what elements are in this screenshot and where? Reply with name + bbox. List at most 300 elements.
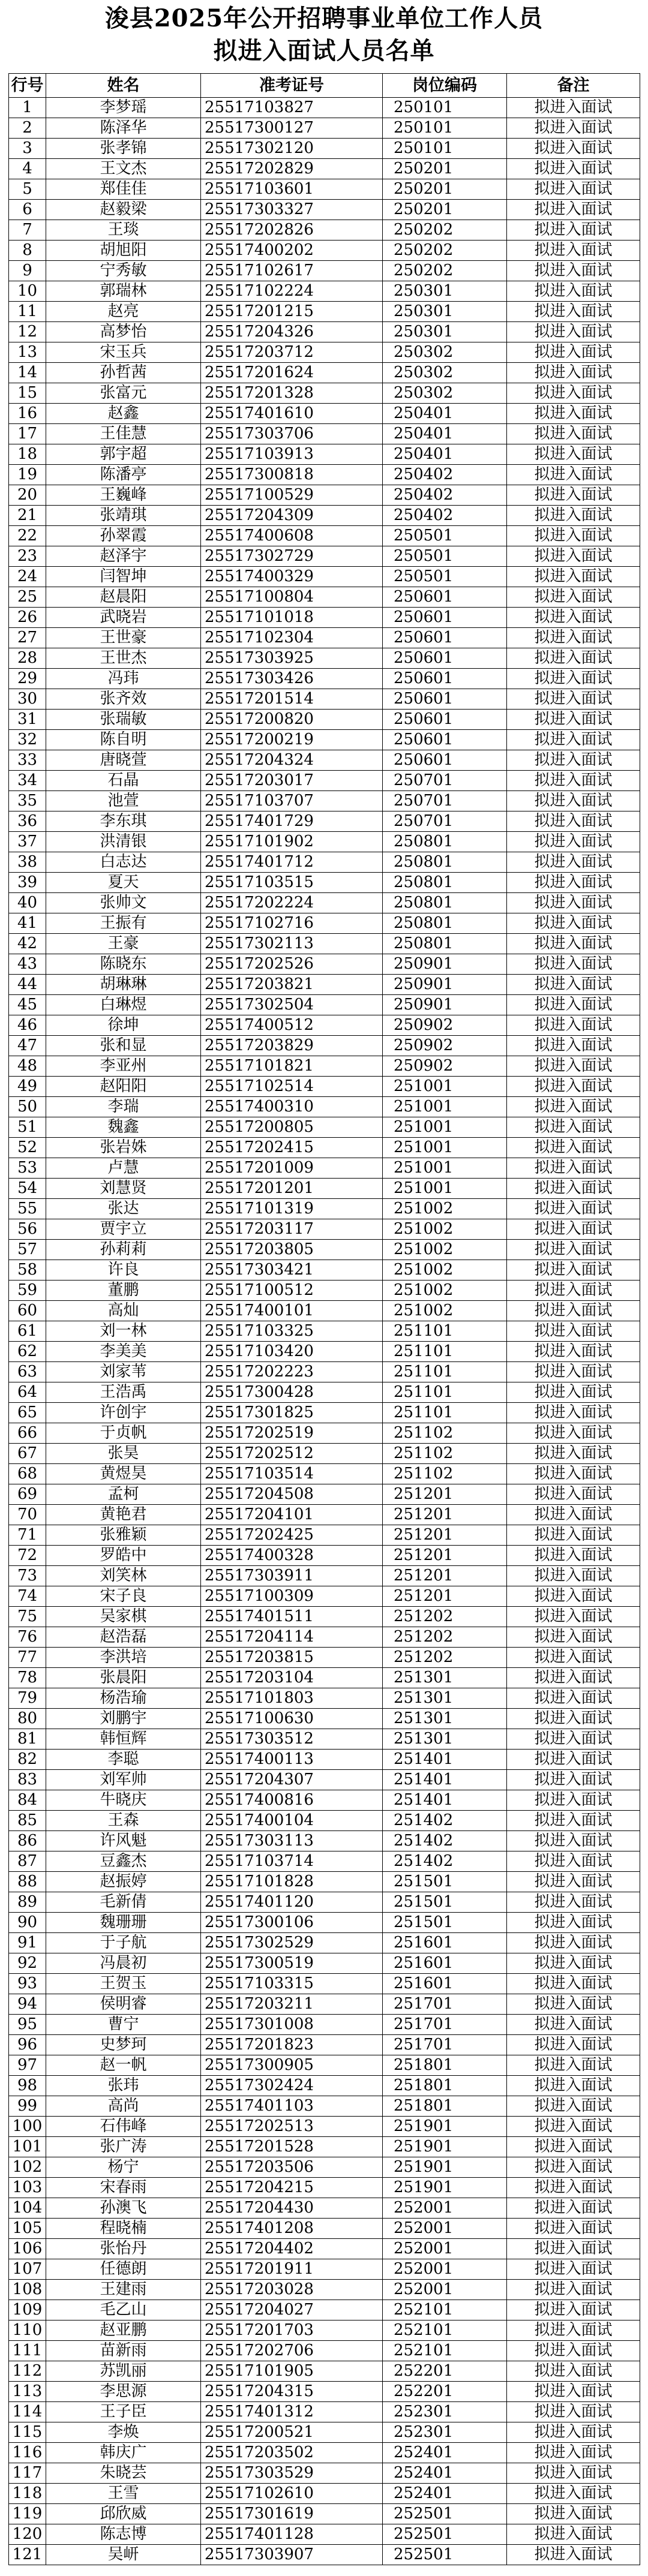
table-row bbox=[9, 2300, 640, 2320]
exam-number-cell: 25517100630 bbox=[201, 1709, 383, 1729]
name-cell: 王建雨 bbox=[46, 2280, 201, 2300]
exam-number-cell: 25517101803 bbox=[201, 1688, 383, 1709]
post-code-cell: 250201 bbox=[383, 200, 507, 220]
name-cell: 张广涛 bbox=[46, 2137, 201, 2157]
remark-cell: 拟进入面试 bbox=[507, 1117, 640, 1138]
exam-number-cell: 25517400310 bbox=[201, 1097, 383, 1117]
row-number-cell: 93 bbox=[9, 1974, 46, 1994]
exam-number-cell: 25517203502 bbox=[201, 2443, 383, 2463]
row-number-cell: 55 bbox=[9, 1199, 46, 1219]
row-number-cell: 46 bbox=[9, 1015, 46, 1036]
table-row bbox=[9, 2382, 640, 2402]
name-cell: 魏珊珊 bbox=[46, 1913, 201, 1933]
remark-cell: 拟进入面试 bbox=[507, 975, 640, 995]
table-row bbox=[9, 444, 640, 465]
name-cell: 陈晓东 bbox=[46, 954, 201, 975]
remark-cell: 拟进入面试 bbox=[507, 1219, 640, 1240]
name-cell: 许风魁 bbox=[46, 1831, 201, 1851]
remark-cell: 拟进入面试 bbox=[507, 485, 640, 506]
post-code-cell: 250801 bbox=[383, 934, 507, 954]
table-row bbox=[9, 1015, 640, 1036]
name-cell: 于贞帆 bbox=[46, 1423, 201, 1444]
post-code-cell: 251001 bbox=[383, 1097, 507, 1117]
exam-number-cell: 25517302113 bbox=[201, 934, 383, 954]
name-cell: 赵阳阳 bbox=[46, 1077, 201, 1097]
table-row bbox=[9, 1831, 640, 1851]
post-code-cell: 250902 bbox=[383, 1036, 507, 1056]
remark-cell: 拟进入面试 bbox=[507, 730, 640, 750]
name-cell: 吴家棋 bbox=[46, 1607, 201, 1627]
table-row bbox=[9, 2076, 640, 2096]
table-row bbox=[9, 1607, 640, 1627]
row-number-cell: 114 bbox=[9, 2402, 46, 2422]
row-number-cell: 4 bbox=[9, 159, 46, 179]
post-code-cell: 251601 bbox=[383, 1933, 507, 1953]
table-row bbox=[9, 1790, 640, 1811]
post-code-cell: 250601 bbox=[383, 648, 507, 669]
post-code-cell: 250601 bbox=[383, 628, 507, 648]
row-number-cell: 77 bbox=[9, 1648, 46, 1668]
remark-cell: 拟进入面试 bbox=[507, 2361, 640, 2382]
remark-cell: 拟进入面试 bbox=[507, 1872, 640, 1892]
name-cell: 李洪培 bbox=[46, 1648, 201, 1668]
name-cell: 王贺玉 bbox=[46, 1974, 201, 1994]
row-number-cell: 13 bbox=[9, 342, 46, 363]
remark-cell: 拟进入面试 bbox=[507, 1505, 640, 1525]
name-cell: 李瑞 bbox=[46, 1097, 201, 1117]
post-code-cell: 250901 bbox=[383, 995, 507, 1015]
name-cell: 李美美 bbox=[46, 1342, 201, 1362]
row-number-cell: 91 bbox=[9, 1933, 46, 1953]
remark-cell: 拟进入面试 bbox=[507, 118, 640, 139]
exam-number-cell: 25517203104 bbox=[201, 1668, 383, 1688]
post-code-cell: 250301 bbox=[383, 322, 507, 342]
exam-number-cell: 25517100804 bbox=[201, 587, 383, 608]
name-cell: 于子航 bbox=[46, 1933, 201, 1953]
header-remark: 备注 bbox=[507, 74, 640, 98]
row-number-cell: 43 bbox=[9, 954, 46, 975]
post-code-cell: 252201 bbox=[383, 2361, 507, 2382]
table-row bbox=[9, 1851, 640, 1872]
remark-cell: 拟进入面试 bbox=[507, 2402, 640, 2422]
post-code-cell: 251901 bbox=[383, 2178, 507, 2198]
remark-cell: 拟进入面试 bbox=[507, 811, 640, 832]
remark-cell: 拟进入面试 bbox=[507, 1770, 640, 1790]
row-number-cell: 1 bbox=[9, 98, 46, 118]
document-subtitle: 拟进入面试人员名单 bbox=[213, 37, 435, 65]
name-cell: 石伟峰 bbox=[46, 2117, 201, 2137]
exam-number-cell: 25517301825 bbox=[201, 1403, 383, 1423]
row-number-cell: 14 bbox=[9, 363, 46, 383]
post-code-cell: 250401 bbox=[383, 424, 507, 444]
remark-cell: 拟进入面试 bbox=[507, 342, 640, 363]
name-cell: 陈潘亭 bbox=[46, 465, 201, 485]
name-cell: 王豪 bbox=[46, 934, 201, 954]
remark-cell: 拟进入面试 bbox=[507, 2341, 640, 2361]
name-cell: 高尚 bbox=[46, 2096, 201, 2117]
exam-number-cell: 25517300106 bbox=[201, 1913, 383, 1933]
exam-number-cell: 25517302529 bbox=[201, 1933, 383, 1953]
table-row bbox=[9, 811, 640, 832]
remark-cell: 拟进入面试 bbox=[507, 2219, 640, 2239]
exam-number-cell: 25517202425 bbox=[201, 1525, 383, 1546]
remark-cell: 拟进入面试 bbox=[507, 241, 640, 261]
exam-number-cell: 25517203805 bbox=[201, 1240, 383, 1260]
exam-number-cell: 25517202224 bbox=[201, 893, 383, 913]
exam-number-cell: 25517204430 bbox=[201, 2198, 383, 2219]
table-row bbox=[9, 2015, 640, 2035]
name-cell: 宋子良 bbox=[46, 1586, 201, 1607]
row-number-cell: 41 bbox=[9, 913, 46, 934]
table-row bbox=[9, 1872, 640, 1892]
table-row bbox=[9, 2341, 640, 2361]
table-row bbox=[9, 98, 640, 118]
exam-number-cell: 25517401312 bbox=[201, 2402, 383, 2422]
row-number-cell: 67 bbox=[9, 1444, 46, 1464]
name-cell: 王琰 bbox=[46, 220, 201, 241]
remark-cell: 拟进入面试 bbox=[507, 2076, 640, 2096]
name-cell: 董鹏 bbox=[46, 1281, 201, 1301]
post-code-cell: 252101 bbox=[383, 2300, 507, 2320]
post-code-cell: 250601 bbox=[383, 710, 507, 730]
name-cell: 王森 bbox=[46, 1811, 201, 1831]
name-cell: 杨宁 bbox=[46, 2157, 201, 2178]
post-code-cell: 251001 bbox=[383, 1158, 507, 1179]
name-cell: 刘慧贤 bbox=[46, 1179, 201, 1199]
table-row bbox=[9, 2137, 640, 2157]
row-number-cell: 72 bbox=[9, 1546, 46, 1566]
table-row bbox=[9, 628, 640, 648]
table-row bbox=[9, 2280, 640, 2300]
name-cell: 张雅颖 bbox=[46, 1525, 201, 1546]
exam-number-cell: 25517400816 bbox=[201, 1790, 383, 1811]
table-row bbox=[9, 2545, 640, 2565]
row-number-cell: 61 bbox=[9, 1321, 46, 1342]
exam-number-cell: 25517303426 bbox=[201, 669, 383, 689]
post-code-cell: 252401 bbox=[383, 2443, 507, 2463]
name-cell: 孟柯 bbox=[46, 1484, 201, 1505]
exam-number-cell: 25517303327 bbox=[201, 200, 383, 220]
exam-number-cell: 25517204324 bbox=[201, 750, 383, 771]
row-number-cell: 107 bbox=[9, 2259, 46, 2280]
remark-cell: 拟进入面试 bbox=[507, 1607, 640, 1627]
table-row bbox=[9, 2361, 640, 2382]
exam-number-cell: 25517303925 bbox=[201, 648, 383, 669]
exam-number-cell: 25517102224 bbox=[201, 281, 383, 302]
table-row bbox=[9, 1423, 640, 1444]
remark-cell: 拟进入面试 bbox=[507, 1688, 640, 1709]
exam-number-cell: 25517401103 bbox=[201, 2096, 383, 2117]
name-cell: 冯玮 bbox=[46, 669, 201, 689]
post-code-cell: 252201 bbox=[383, 2382, 507, 2402]
remark-cell: 拟进入面试 bbox=[507, 1240, 640, 1260]
name-cell: 王雪 bbox=[46, 2484, 201, 2504]
remark-cell: 拟进入面试 bbox=[507, 1077, 640, 1097]
name-cell: 黄艳君 bbox=[46, 1505, 201, 1525]
row-number-cell: 92 bbox=[9, 1953, 46, 1974]
name-cell: 郑佳佳 bbox=[46, 179, 201, 200]
row-number-cell: 37 bbox=[9, 832, 46, 852]
exam-number-cell: 25517301619 bbox=[201, 2504, 383, 2524]
post-code-cell: 250402 bbox=[383, 485, 507, 506]
remark-cell: 拟进入面试 bbox=[507, 1179, 640, 1199]
post-code-cell: 251002 bbox=[383, 1199, 507, 1219]
remark-cell: 拟进入面试 bbox=[507, 2320, 640, 2341]
row-number-cell: 25 bbox=[9, 587, 46, 608]
name-cell: 韩恒辉 bbox=[46, 1729, 201, 1750]
name-cell: 王浩禹 bbox=[46, 1382, 201, 1403]
name-cell: 王巍峰 bbox=[46, 485, 201, 506]
post-code-cell: 250701 bbox=[383, 811, 507, 832]
remark-cell: 拟进入面试 bbox=[507, 424, 640, 444]
post-code-cell: 250401 bbox=[383, 404, 507, 424]
table-row bbox=[9, 648, 640, 669]
table-row bbox=[9, 546, 640, 567]
exam-number-cell: 25517203028 bbox=[201, 2280, 383, 2300]
row-number-cell: 2 bbox=[9, 118, 46, 139]
table-row bbox=[9, 2035, 640, 2055]
row-number-cell: 116 bbox=[9, 2443, 46, 2463]
name-cell: 孙哲茜 bbox=[46, 363, 201, 383]
remark-cell: 拟进入面试 bbox=[507, 465, 640, 485]
name-cell: 高梦怡 bbox=[46, 322, 201, 342]
name-cell: 张齐效 bbox=[46, 689, 201, 710]
name-cell: 魏鑫 bbox=[46, 1117, 201, 1138]
exam-number-cell: 25517204326 bbox=[201, 322, 383, 342]
table-row bbox=[9, 2117, 640, 2137]
exam-number-cell: 25517103515 bbox=[201, 873, 383, 893]
remark-cell: 拟进入面试 bbox=[507, 832, 640, 852]
row-number-cell: 102 bbox=[9, 2157, 46, 2178]
table-row bbox=[9, 1281, 640, 1301]
remark-cell: 拟进入面试 bbox=[507, 893, 640, 913]
row-number-cell: 65 bbox=[9, 1403, 46, 1423]
remark-cell: 拟进入面试 bbox=[507, 2137, 640, 2157]
post-code-cell: 251102 bbox=[383, 1423, 507, 1444]
row-number-cell: 76 bbox=[9, 1627, 46, 1648]
row-number-cell: 98 bbox=[9, 2076, 46, 2096]
table-row bbox=[9, 1750, 640, 1770]
row-number-cell: 100 bbox=[9, 2117, 46, 2137]
row-number-cell: 85 bbox=[9, 1811, 46, 1831]
name-cell: 陈志博 bbox=[46, 2524, 201, 2545]
remark-cell: 拟进入面试 bbox=[507, 1750, 640, 1770]
remark-cell: 拟进入面试 bbox=[507, 383, 640, 404]
name-cell: 朱晓芸 bbox=[46, 2463, 201, 2484]
remark-cell: 拟进入面试 bbox=[507, 2484, 640, 2504]
post-code-cell: 251202 bbox=[383, 1607, 507, 1627]
row-number-cell: 9 bbox=[9, 261, 46, 281]
name-cell: 白琳煜 bbox=[46, 995, 201, 1015]
name-cell: 李思源 bbox=[46, 2382, 201, 2402]
remark-cell: 拟进入面试 bbox=[507, 2157, 640, 2178]
row-number-cell: 96 bbox=[9, 2035, 46, 2055]
exam-number-cell: 25517201514 bbox=[201, 689, 383, 710]
post-code-cell: 250101 bbox=[383, 139, 507, 159]
exam-number-cell: 25517203829 bbox=[201, 1036, 383, 1056]
remark-cell: 拟进入面试 bbox=[507, 1566, 640, 1586]
name-cell: 赵亮 bbox=[46, 302, 201, 322]
remark-cell: 拟进入面试 bbox=[507, 648, 640, 669]
exam-number-cell: 25517103714 bbox=[201, 1851, 383, 1872]
post-code-cell: 252001 bbox=[383, 2219, 507, 2239]
post-code-cell: 250401 bbox=[383, 444, 507, 465]
post-code-cell: 251801 bbox=[383, 2076, 507, 2096]
table-row bbox=[9, 139, 640, 159]
exam-number-cell: 25517103601 bbox=[201, 179, 383, 200]
remark-cell: 拟进入面试 bbox=[507, 1464, 640, 1484]
post-code-cell: 251001 bbox=[383, 1138, 507, 1158]
exam-number-cell: 25517400202 bbox=[201, 241, 383, 261]
name-cell: 闫智坤 bbox=[46, 567, 201, 587]
exam-number-cell: 25517200820 bbox=[201, 710, 383, 730]
remark-cell: 拟进入面试 bbox=[507, 2035, 640, 2055]
name-cell: 牛晓庆 bbox=[46, 1790, 201, 1811]
row-number-cell: 42 bbox=[9, 934, 46, 954]
post-code-cell: 250301 bbox=[383, 281, 507, 302]
exam-number-cell: 25517201528 bbox=[201, 2137, 383, 2157]
remark-cell: 拟进入面试 bbox=[507, 669, 640, 689]
table-row bbox=[9, 1627, 640, 1648]
row-number-cell: 21 bbox=[9, 506, 46, 526]
exam-number-cell: 25517303911 bbox=[201, 1566, 383, 1586]
row-number-cell: 17 bbox=[9, 424, 46, 444]
table-row bbox=[9, 710, 640, 730]
post-code-cell: 250202 bbox=[383, 241, 507, 261]
row-number-cell: 79 bbox=[9, 1688, 46, 1709]
row-number-cell: 94 bbox=[9, 1994, 46, 2015]
row-number-cell: 48 bbox=[9, 1056, 46, 1077]
exam-number-cell: 25517103827 bbox=[201, 98, 383, 118]
name-cell: 史梦珂 bbox=[46, 2035, 201, 2055]
row-number-cell: 80 bbox=[9, 1709, 46, 1729]
remark-cell: 拟进入面试 bbox=[507, 302, 640, 322]
row-number-cell: 105 bbox=[9, 2219, 46, 2239]
exam-number-cell: 25517401610 bbox=[201, 404, 383, 424]
remark-cell: 拟进入面试 bbox=[507, 954, 640, 975]
row-number-cell: 86 bbox=[9, 1831, 46, 1851]
name-cell: 郭宇超 bbox=[46, 444, 201, 465]
table-row bbox=[9, 383, 640, 404]
row-number-cell: 73 bbox=[9, 1566, 46, 1586]
post-code-cell: 250201 bbox=[383, 159, 507, 179]
name-cell: 王文杰 bbox=[46, 159, 201, 179]
exam-number-cell: 25517401729 bbox=[201, 811, 383, 832]
row-number-cell: 39 bbox=[9, 873, 46, 893]
header-row-number: 行号 bbox=[9, 74, 46, 98]
name-cell: 宋玉兵 bbox=[46, 342, 201, 363]
name-cell: 吴岍 bbox=[46, 2545, 201, 2565]
name-cell: 武晓岩 bbox=[46, 608, 201, 628]
post-code-cell: 250601 bbox=[383, 608, 507, 628]
name-cell: 苗新雨 bbox=[46, 2341, 201, 2361]
remark-cell: 拟进入面试 bbox=[507, 567, 640, 587]
row-number-cell: 62 bbox=[9, 1342, 46, 1362]
table-row bbox=[9, 179, 640, 200]
name-cell: 李东琪 bbox=[46, 811, 201, 832]
remark-cell: 拟进入面试 bbox=[507, 1281, 640, 1301]
remark-cell: 拟进入面试 bbox=[507, 200, 640, 220]
name-cell: 孙澳飞 bbox=[46, 2198, 201, 2219]
remark-cell: 拟进入面试 bbox=[507, 281, 640, 302]
remark-cell: 拟进入面试 bbox=[507, 873, 640, 893]
table-row bbox=[9, 1464, 640, 1484]
name-cell: 李聪 bbox=[46, 1750, 201, 1770]
name-cell: 冯晨初 bbox=[46, 1953, 201, 1974]
exam-number-cell: 25517103420 bbox=[201, 1342, 383, 1362]
row-number-cell: 5 bbox=[9, 179, 46, 200]
name-cell: 张昊 bbox=[46, 1444, 201, 1464]
table-row bbox=[9, 1525, 640, 1546]
row-number-cell: 88 bbox=[9, 1872, 46, 1892]
row-number-cell: 75 bbox=[9, 1607, 46, 1627]
table-row bbox=[9, 2198, 640, 2219]
post-code-cell: 250901 bbox=[383, 975, 507, 995]
post-code-cell: 251801 bbox=[383, 2055, 507, 2076]
row-number-cell: 59 bbox=[9, 1281, 46, 1301]
row-number-cell: 33 bbox=[9, 750, 46, 771]
table-row bbox=[9, 750, 640, 771]
post-code-cell: 251701 bbox=[383, 2015, 507, 2035]
post-code-cell: 251301 bbox=[383, 1729, 507, 1750]
exam-number-cell: 25517202415 bbox=[201, 1138, 383, 1158]
remark-cell: 拟进入面试 bbox=[507, 1892, 640, 1913]
table-row bbox=[9, 689, 640, 710]
post-code-cell: 251001 bbox=[383, 1117, 507, 1138]
exam-number-cell: 25517303907 bbox=[201, 2545, 383, 2565]
header-post-code: 岗位编码 bbox=[383, 74, 507, 98]
exam-number-cell: 25517101905 bbox=[201, 2361, 383, 2382]
row-number-cell: 119 bbox=[9, 2504, 46, 2524]
post-code-cell: 251101 bbox=[383, 1321, 507, 1342]
row-number-cell: 16 bbox=[9, 404, 46, 424]
remark-cell: 拟进入面试 bbox=[507, 995, 640, 1015]
remark-cell: 拟进入面试 bbox=[507, 1342, 640, 1362]
post-code-cell: 250902 bbox=[383, 1056, 507, 1077]
remark-cell: 拟进入面试 bbox=[507, 1036, 640, 1056]
exam-number-cell: 25517101828 bbox=[201, 1872, 383, 1892]
post-code-cell: 251301 bbox=[383, 1709, 507, 1729]
row-number-cell: 60 bbox=[9, 1301, 46, 1321]
exam-number-cell: 25517300127 bbox=[201, 118, 383, 139]
table-row bbox=[9, 913, 640, 934]
exam-number-cell: 25517100529 bbox=[201, 485, 383, 506]
exam-number-cell: 25517101018 bbox=[201, 608, 383, 628]
remark-cell: 拟进入面试 bbox=[507, 1484, 640, 1505]
name-cell: 宋春雨 bbox=[46, 2178, 201, 2198]
row-number-cell: 28 bbox=[9, 648, 46, 669]
name-cell: 程晓楠 bbox=[46, 2219, 201, 2239]
remark-cell: 拟进入面试 bbox=[507, 179, 640, 200]
exam-number-cell: 25517102514 bbox=[201, 1077, 383, 1097]
table-row bbox=[9, 852, 640, 873]
table-header-row bbox=[9, 74, 640, 98]
table-row bbox=[9, 1953, 640, 1974]
row-number-cell: 49 bbox=[9, 1077, 46, 1097]
table-row bbox=[9, 159, 640, 179]
row-number-cell: 7 bbox=[9, 220, 46, 241]
post-code-cell: 251301 bbox=[383, 1668, 507, 1688]
row-number-cell: 57 bbox=[9, 1240, 46, 1260]
remark-cell: 拟进入面试 bbox=[507, 1321, 640, 1342]
row-number-cell: 20 bbox=[9, 485, 46, 506]
post-code-cell: 251901 bbox=[383, 2117, 507, 2137]
name-cell: 贾宇立 bbox=[46, 1219, 201, 1240]
row-number-cell: 44 bbox=[9, 975, 46, 995]
name-cell: 曹宁 bbox=[46, 2015, 201, 2035]
remark-cell: 拟进入面试 bbox=[507, 444, 640, 465]
post-code-cell: 250901 bbox=[383, 954, 507, 975]
